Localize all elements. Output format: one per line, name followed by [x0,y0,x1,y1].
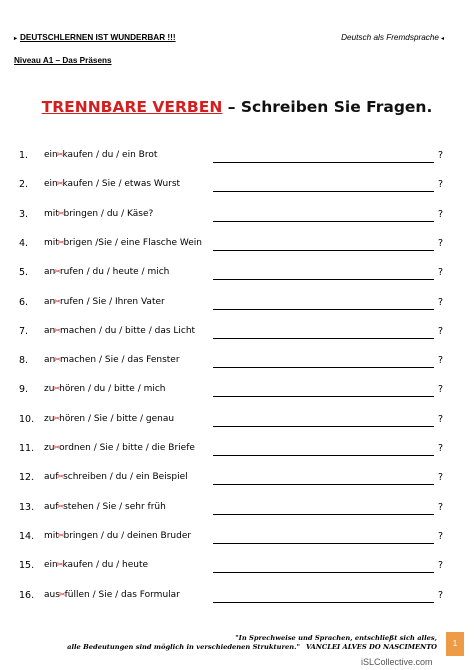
level-heading: Niveau A1 – Das Präsens [14,56,112,65]
exercise-prompt [44,150,157,160]
exercise-prompt [44,209,153,219]
exercise-prompt [44,472,188,482]
footer-quote-line-2-text: alle Bedeutungen sind möglich in verschiedenen Strukturen." [67,643,300,651]
exercise-prompt [44,531,191,541]
exercise-number: 3. [19,208,29,220]
exercise-cue-text: bringen / du / deinen Bruder [63,530,192,541]
exercise-row [0,326,474,342]
answer-blank[interactable] [213,162,434,163]
separable-prefix: mit [44,530,59,541]
exercise-number: 7. [19,325,29,337]
exercise-cue-text: kaufen / du / ein Brot [62,150,158,160]
exercise-prompt [44,384,166,394]
footer-quote-line-2 [50,643,437,652]
exercise-row [0,297,474,313]
footer-quote-line-1: "In Sprechweise und Sprachen, entschließt sich alles, [235,634,437,642]
worksheet-title-instruction: – Schreiben Sie Fragen. [222,98,433,116]
question-mark: ? [438,355,444,367]
exercise-number: 11. [19,443,35,454]
header-triangle-icon: ▸ [14,36,18,42]
answer-blank[interactable] [213,602,434,603]
separable-prefix: an [44,325,56,336]
question-mark: ? [438,237,444,249]
page-number-badge: 1 [446,632,464,656]
exercise-cue-text: machen / Sie / das Fenster [59,355,180,366]
separable-prefix: auf [44,472,59,483]
question-mark: ? [438,560,444,572]
header-site-title-text: DEUTSCHLERNEN IST WUNDERBAR !!! [20,33,176,42]
exercise-row [0,590,474,606]
scissors-icon: ✂ [54,296,61,306]
separable-prefix: ein [44,560,58,571]
exercise-number: 10. [19,413,35,425]
separable-prefix: an [44,355,56,366]
answer-blank[interactable] [213,309,434,310]
exercise-cue-text: schreiben / du / ein Beispiel [63,472,188,483]
exercise-row [0,443,474,459]
answer-blank[interactable] [213,514,434,515]
exercise-row [0,472,474,488]
question-mark: ? [438,530,444,542]
answer-blank[interactable] [213,191,434,192]
separable-prefix: an [44,296,56,307]
question-mark: ? [438,384,444,396]
question-mark: ? [438,296,444,308]
exercise-row [0,531,474,547]
scissors-icon: ✂ [57,237,65,247]
answer-blank[interactable] [213,484,434,485]
scissors-icon: ✂ [56,560,64,570]
header-site-title [14,33,176,42]
question-mark: ? [438,589,444,601]
separable-prefix: ein [44,150,58,160]
question-mark: ? [438,472,444,484]
answer-blank[interactable] [213,426,434,427]
exercise-prompt [44,560,148,570]
exercise-prompt [44,267,169,277]
answer-blank[interactable] [213,367,434,368]
exercise-cue-text: machen / du / bitte / das Licht [59,325,196,336]
watermark: iSLCollective.com [361,657,433,667]
answer-blank[interactable] [213,543,434,544]
separable-prefix: auf [44,501,59,512]
question-mark: ? [438,413,444,425]
exercise-number: 14. [19,530,35,542]
question-mark: ? [438,443,444,454]
page-header [14,33,444,47]
exercise-number: 8. [19,355,29,367]
exercise-row [0,384,474,400]
exercise-number: 15. [19,560,35,572]
separable-prefix: mit [44,237,59,248]
exercise-number: 16. [19,589,35,601]
answer-blank[interactable] [213,279,434,280]
worksheet-title-topic: TRENNBARE VERBEN [41,98,223,116]
scissors-icon: ✂ [57,501,65,511]
header-subject [341,33,444,42]
exercise-row [0,355,474,371]
answer-blank[interactable] [213,338,434,339]
question-mark: ? [438,208,444,220]
question-mark: ? [438,179,444,191]
scissors-icon: ✂ [54,355,61,365]
separable-prefix: aus [44,589,60,600]
exercise-cue-text: kaufen / du / heute [62,560,149,571]
exercise-prompt [44,179,180,189]
question-mark: ? [438,150,444,161]
exercise-number: 5. [19,267,29,279]
exercise-cue-text: bringen / du / Käse? [63,208,154,219]
exercise-number: 12. [19,472,35,484]
exercise-cue-text: hören / Sie / bitte / genau [59,413,175,424]
answer-blank[interactable] [213,396,434,397]
scissors-icon: ✂ [54,325,61,335]
separable-prefix: mit [44,208,59,219]
question-mark: ? [438,267,444,279]
exercise-prompt [44,502,166,512]
footer-quote-author: VANCLEI ALVES DO NASCIMENTO [305,643,437,651]
exercise-row [0,179,474,195]
exercise-cue-text: hören / du / bitte / mich [59,384,166,395]
header-subject-text: Deutsch als Fremdsprache [341,33,439,42]
scissors-icon: ✂ [56,150,64,159]
exercise-prompt [44,443,195,453]
exercise-row [0,209,474,225]
scissors-icon: ✂ [53,413,61,423]
separable-prefix: zu [44,384,55,395]
exercise-number: 6. [19,296,29,308]
exercise-cue-text: rufen / Sie / Ihren Vater [59,296,165,307]
exercise-prompt [44,238,202,248]
footer-quote [50,634,437,652]
exercise-row [0,267,474,283]
scissors-icon: ✂ [57,208,65,218]
exercise-cue-text: rufen / du / heute / mich [59,267,170,278]
separable-prefix: zu [44,413,55,424]
question-mark: ? [438,325,444,337]
separable-prefix: an [44,267,56,278]
exercise-prompt [44,297,165,307]
exercise-number: 2. [19,179,29,191]
worksheet-title [0,98,474,116]
header-triangle-left-icon: ◂ [440,36,444,42]
exercise-prompt [44,414,174,424]
scissors-icon: ✂ [53,384,61,394]
question-mark: ? [438,501,444,513]
exercise-row [0,414,474,430]
scissors-icon: ✂ [54,267,61,277]
exercise-row [0,150,474,166]
exercise-cue-text: brigen /Sie / eine Flasche Wein [63,237,202,248]
separable-prefix: zu [44,443,55,453]
exercise-cue-text: stehen / Sie / sehr früh [63,501,166,512]
exercise-cue-text: ordnen / Sie / bitte / die Briefe [59,443,195,453]
separable-prefix: ein [44,179,58,190]
scissors-icon: ✂ [57,530,65,540]
answer-blank[interactable] [213,455,434,456]
exercise-row [0,560,474,576]
answer-blank[interactable] [213,221,434,222]
exercise-prompt [44,326,195,336]
answer-blank[interactable] [213,572,434,573]
exercise-number: 9. [19,384,29,396]
exercise-number: 4. [19,237,29,249]
exercise-cue-text: füllen / Sie / das Formular [64,589,180,600]
exercise-prompt [44,355,180,365]
scissors-icon: ✂ [53,443,61,452]
answer-blank[interactable] [213,250,434,251]
exercise-row [0,502,474,518]
scissors-icon: ✂ [58,589,66,599]
exercise-prompt [44,590,180,600]
exercise-row [0,238,474,254]
exercise-number: 13. [19,501,35,513]
exercise-number: 1. [19,150,29,161]
exercise-cue-text: kaufen / Sie / etwas Wurst [62,179,181,190]
scissors-icon: ✂ [57,472,65,482]
scissors-icon: ✂ [56,179,64,189]
